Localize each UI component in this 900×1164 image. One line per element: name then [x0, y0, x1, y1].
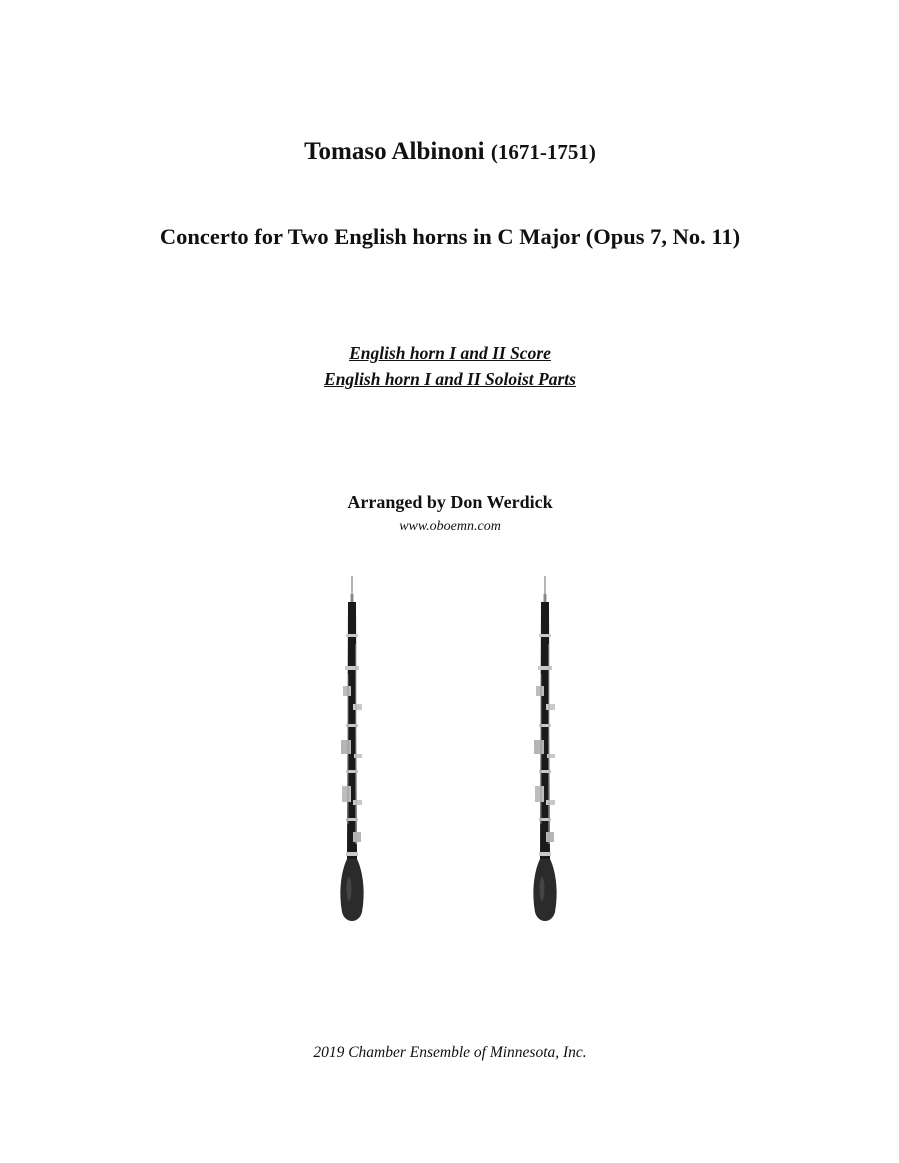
composer-dates: (1671-1751): [490, 140, 596, 164]
composer-heading: [0, 138, 900, 166]
english-horn-icon: [322, 574, 382, 930]
arranger-credit: Arranged by Don Werdick: [347, 492, 553, 512]
copyright-notice: 2019 Chamber Ensemble of Minnesota, Inc.: [313, 1044, 587, 1061]
english-horn-icon: [515, 574, 575, 930]
contents-list: [0, 340, 900, 392]
contents-item-score: English horn I and II Score: [349, 343, 551, 363]
contents-item-parts: English horn I and II Soloist Parts: [324, 369, 576, 389]
website-link: www.oboemn.com: [399, 519, 501, 534]
work-title: Concerto for Two English horns in C Major (Opus 7, No. 11): [159, 224, 741, 249]
composer-name: Tomaso Albinoni: [304, 138, 485, 165]
